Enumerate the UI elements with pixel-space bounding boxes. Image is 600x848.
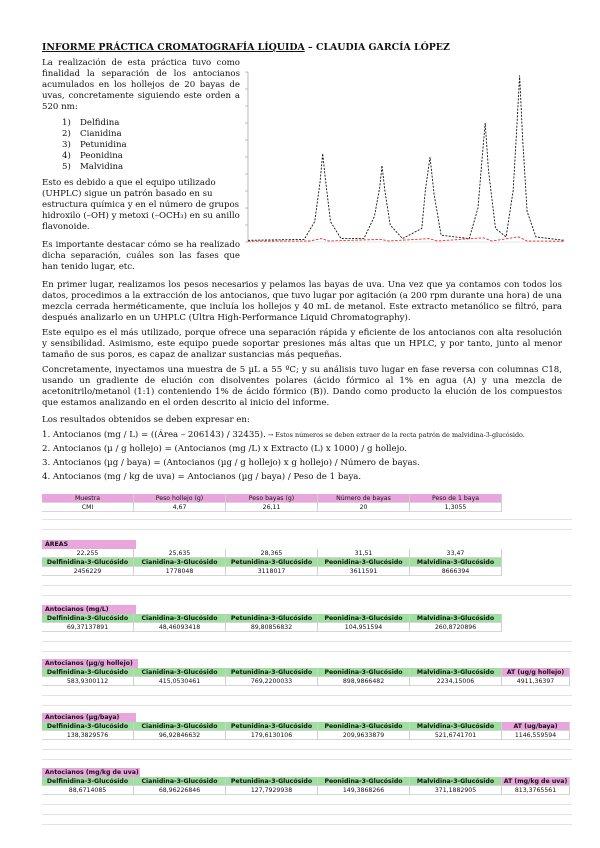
value-cell: 104,951594 — [318, 623, 410, 632]
compound-cell: Petunidina-3-Glucósido — [226, 722, 318, 731]
formula-2 — [42, 444, 407, 454]
list-text: Malvidina — [80, 162, 124, 173]
total-header-cell: AT (ug/baya) — [502, 722, 570, 731]
compound-cell: Delfinidina-3-Glucósido — [42, 558, 134, 567]
equipment-paragraph: Esto es debido a que el equipo utilizado (UHPLC) sigue un patrón basado en su estructura química y en el número de grupos hidroxilo (–OH) y metoxi (–OCH₃) en su anillo flavonoide. — [42, 178, 240, 233]
results-intro-paragraph: Los resultados obtenidos se deben expresar en: — [42, 415, 250, 425]
grid-line — [42, 804, 572, 805]
formula-3 — [42, 458, 420, 468]
compound-cell: Cianidina-3-Glucósido — [134, 777, 226, 786]
formula-text: 1. Antocianos (mg / L) = ((Área – 206143) / 32435). — [42, 430, 266, 440]
value-cell: 96,92846632 — [134, 731, 226, 740]
compound-cell: Peonidina-3-Glucósido — [318, 558, 410, 567]
value-cell: 371,1882905 — [410, 786, 502, 795]
header-cell: Muestra — [42, 494, 134, 503]
list-item — [62, 151, 127, 162]
value-cell: 769,2200033 — [226, 677, 318, 686]
grid-line — [42, 759, 572, 760]
report-title — [42, 42, 450, 53]
mgkg-label: Antocianos (mg/kg de uva) — [42, 768, 140, 777]
value-cell: 260,8720896 — [410, 623, 502, 632]
value-cell: 3118017 — [226, 567, 318, 576]
value-cell: 88,6714085 — [42, 786, 134, 795]
formula-text: 3. Antocianos (µg / baya) = (Antocianos (µg / g hollejo) x g hollejo) / Número de bayas. — [42, 458, 420, 468]
value-cell: 28,365 — [226, 549, 318, 558]
grid-line — [42, 519, 572, 520]
value-cell: 2234,15006 — [410, 677, 502, 686]
areas-compound-row — [42, 558, 572, 567]
compound-cell: Cianidina-3-Glucósido — [134, 558, 226, 567]
total-header-cell: AT (ug/g hollejo) — [502, 668, 570, 677]
grid-line — [42, 824, 572, 825]
grid-line — [42, 585, 572, 586]
list-number: 2) — [62, 129, 71, 140]
mgkg-value-row — [42, 786, 572, 795]
areas-label: ÁREAS — [42, 540, 136, 549]
list-number: 4) — [62, 151, 71, 162]
value-cell: 4,67 — [134, 503, 226, 512]
value-cell: 179,6130106 — [226, 731, 318, 740]
ugg-compound-row — [42, 668, 572, 677]
value-cell: 25,635 — [134, 549, 226, 558]
weights-header-row — [42, 494, 572, 503]
value-cell: 138,3829576 — [42, 731, 134, 740]
header-cell: Número de bayas — [318, 494, 410, 503]
ugg-label: Antocianos (µg/g hollejo) — [42, 659, 138, 668]
compound-cell: Delfinidina-3-Glucósido — [42, 777, 134, 786]
compound-cell: Delfinidina-3-Glucósido — [42, 614, 134, 623]
list-item — [62, 129, 127, 140]
total-value-cell: 813,3765561 — [502, 786, 570, 795]
compound-cell: Malvidina-3-Glucósido — [410, 777, 502, 786]
retention-times-row — [42, 549, 572, 558]
header-cell: Peso bayas (g) — [226, 494, 318, 503]
mgl-label: Antocianos (mg/L) — [42, 605, 136, 614]
intro-paragraph: La realización de esta práctica tuvo como finalidad la separación de los antocianos acumulados en los hollejos de 20 bayas de uvas, concretamente siguiendo este orden a 520 nm: — [42, 58, 240, 113]
grid-line — [42, 705, 572, 706]
ugb-compound-row — [42, 722, 572, 731]
value-cell: 583,9300112 — [42, 677, 134, 686]
value-cell: 1778048 — [134, 567, 226, 576]
list-number: 5) — [62, 162, 71, 173]
grid-line — [42, 814, 572, 815]
grid-line — [42, 651, 572, 652]
value-cell: 898,9866482 — [318, 677, 410, 686]
grid-line — [42, 749, 572, 750]
weights-value-row — [42, 503, 572, 512]
formula-text: 2. Antocianos (µ / g hollejo) = (Antocianos (mg /L) x Extracto (L) x 1000) / g hollejo. — [42, 444, 407, 454]
chart-series-blanco — [248, 237, 564, 241]
value-cell: 33,47 — [410, 549, 502, 558]
compound-cell: Peonidina-3-Glucósido — [318, 668, 410, 677]
value-cell: 89,80856832 — [226, 623, 318, 632]
grid-line — [42, 595, 572, 596]
report-title-main: INFORME PRÁCTICA CROMATOGRAFÍA LÍQUIDA — [42, 42, 305, 53]
compound-cell: Peonidina-3-Glucósido — [318, 777, 410, 786]
value-cell: 3611591 — [318, 567, 410, 576]
uhplc-paragraph: Este equipo es el más utilizado, porque ofrece una separación rápida y eficiente de los antocianos con alta resolución y sensibilidad. Asimismo, este equipo puede soportar presiones más altas que un HPLC, y por tanto, junto al menor tamaño de sus poros, es capaz de analizar sustancias más pequeñas. — [42, 328, 562, 361]
chromatogram-chart — [238, 66, 570, 260]
value-cell: 149,3868266 — [318, 786, 410, 795]
compound-cell: Petunidina-3-Glucósido — [226, 777, 318, 786]
compound-cell: Malvidina-3-Glucósido — [410, 722, 502, 731]
value-cell: 22,255 — [42, 549, 134, 558]
list-text: Petunidina — [80, 140, 127, 151]
value-cell: 521,6741701 — [410, 731, 502, 740]
mgl-value-row — [42, 623, 572, 632]
ugg-value-row — [42, 677, 572, 686]
anthocyanin-list — [62, 118, 127, 173]
list-item — [62, 118, 127, 129]
procedure-paragraph: En primer lugar, realizamos los pesos necesarios y pelamos las bayas de uva. Una vez que ya contamos con todos los datos, procedimos a la extracción de los antocianos, que tuvo lugar por agitación (a 200 rpm durante una hora) de una mezcla cerrada herméticamente, que incluía los hollejos y 40 mL de metanol. Este extracto metanólico se filtró, para después analizarlo en un UHPLC (Ultra High-Performance Liquid Chromatography). — [42, 280, 562, 324]
compound-cell: Cianidina-3-Glucósido — [134, 614, 226, 623]
injection-paragraph: Concretamente, inyectamos una muestra de 5 µL a 55 ºC; y su análisis tuvo lugar en fase reversa con columnas C18, usando un gradiente de elución con disolventes polares (ácido fórmico al 1% en agua (A) y una mezcla de acetonitrilo/metanol (1:1) conteniendo 1% de ácido fórmico (B)). Dando como producto la elución de los compuestos que estamos analizando en el orden descrito al inicio del informe. — [42, 365, 562, 409]
chart-series-muestra — [248, 75, 564, 240]
compound-cell: Cianidina-3-Glucósido — [134, 722, 226, 731]
value-cell: 68,96226846 — [134, 786, 226, 795]
formula-note: → Estos números se deben extraer de la recta patrón de malvidina-3-glucósido. — [265, 431, 525, 439]
compound-cell: Delfinidina-3-Glucósido — [42, 668, 134, 677]
compound-cell: Malvidina-3-Glucósido — [410, 558, 502, 567]
report-title-author: – CLAUDIA GARCÍA LÓPEZ — [304, 42, 450, 53]
value-cell: 48,46093418 — [134, 623, 226, 632]
header-cell: Peso de 1 baya — [410, 494, 502, 503]
value-cell: 209,9633879 — [318, 731, 410, 740]
total-value-cell: 1146,559594 — [502, 731, 570, 740]
value-cell: 31,51 — [318, 549, 410, 558]
grid-line — [42, 529, 572, 530]
formula-1 — [42, 430, 525, 440]
value-cell: 69,37137891 — [42, 623, 134, 632]
compound-cell: Malvidina-3-Glucósido — [410, 668, 502, 677]
list-text: Cianidina — [80, 129, 122, 140]
value-cell: 415,0530461 — [134, 677, 226, 686]
value-cell: 1,3055 — [410, 503, 502, 512]
value-cell: 26,11 — [226, 503, 318, 512]
compound-cell: Peonidina-3-Glucósido — [318, 614, 410, 623]
header-cell: Peso hollejo (g) — [134, 494, 226, 503]
value-cell: 20 — [318, 503, 410, 512]
value-cell: 127,7929938 — [226, 786, 318, 795]
total-header-cell: AT (mg/kg de uva) — [502, 777, 570, 786]
compound-cell: Cianidina-3-Glucósido — [134, 668, 226, 677]
grid-line — [42, 695, 572, 696]
list-item — [62, 162, 127, 173]
compound-cell: Delfinidina-3-Glucósido — [42, 722, 134, 731]
list-text: Peonidina — [80, 151, 123, 162]
compound-cell: Malvidina-3-Glucósido — [410, 614, 502, 623]
list-number: 3) — [62, 140, 71, 151]
areas-value-row — [42, 567, 572, 576]
value-cell: 2456229 — [42, 567, 134, 576]
compound-cell: Peonidina-3-Glucósido — [318, 722, 410, 731]
compound-cell: Petunidina-3-Glucósido — [226, 614, 318, 623]
compound-cell: Petunidina-3-Glucósido — [226, 558, 318, 567]
total-value-cell: 4911,36397 — [502, 677, 570, 686]
value-cell: CMI — [42, 503, 134, 512]
list-text: Delfidina — [80, 118, 120, 128]
ugb-value-row — [42, 731, 572, 740]
mgl-compound-row — [42, 614, 572, 623]
grid-line — [42, 641, 572, 642]
formula-4 — [42, 472, 361, 482]
list-number: 1) — [62, 118, 71, 128]
compound-cell: Petunidina-3-Glucósido — [226, 668, 318, 677]
list-item — [62, 140, 127, 151]
results-spreadsheet — [42, 489, 572, 839]
value-cell: 8666394 — [410, 567, 502, 576]
highlight-paragraph: Es importante destacar cómo se ha realizado dicha separación, cuáles son las fases que han tenido lugar, etc. — [42, 240, 240, 273]
mgkg-compound-row — [42, 777, 572, 786]
ugb-label: Antocianos (µg/baya) — [42, 713, 136, 722]
formula-text: 4. Antocianos (mg / kg de uva) = Antocianos (µg / baya) / Peso de 1 baya. — [42, 472, 362, 482]
